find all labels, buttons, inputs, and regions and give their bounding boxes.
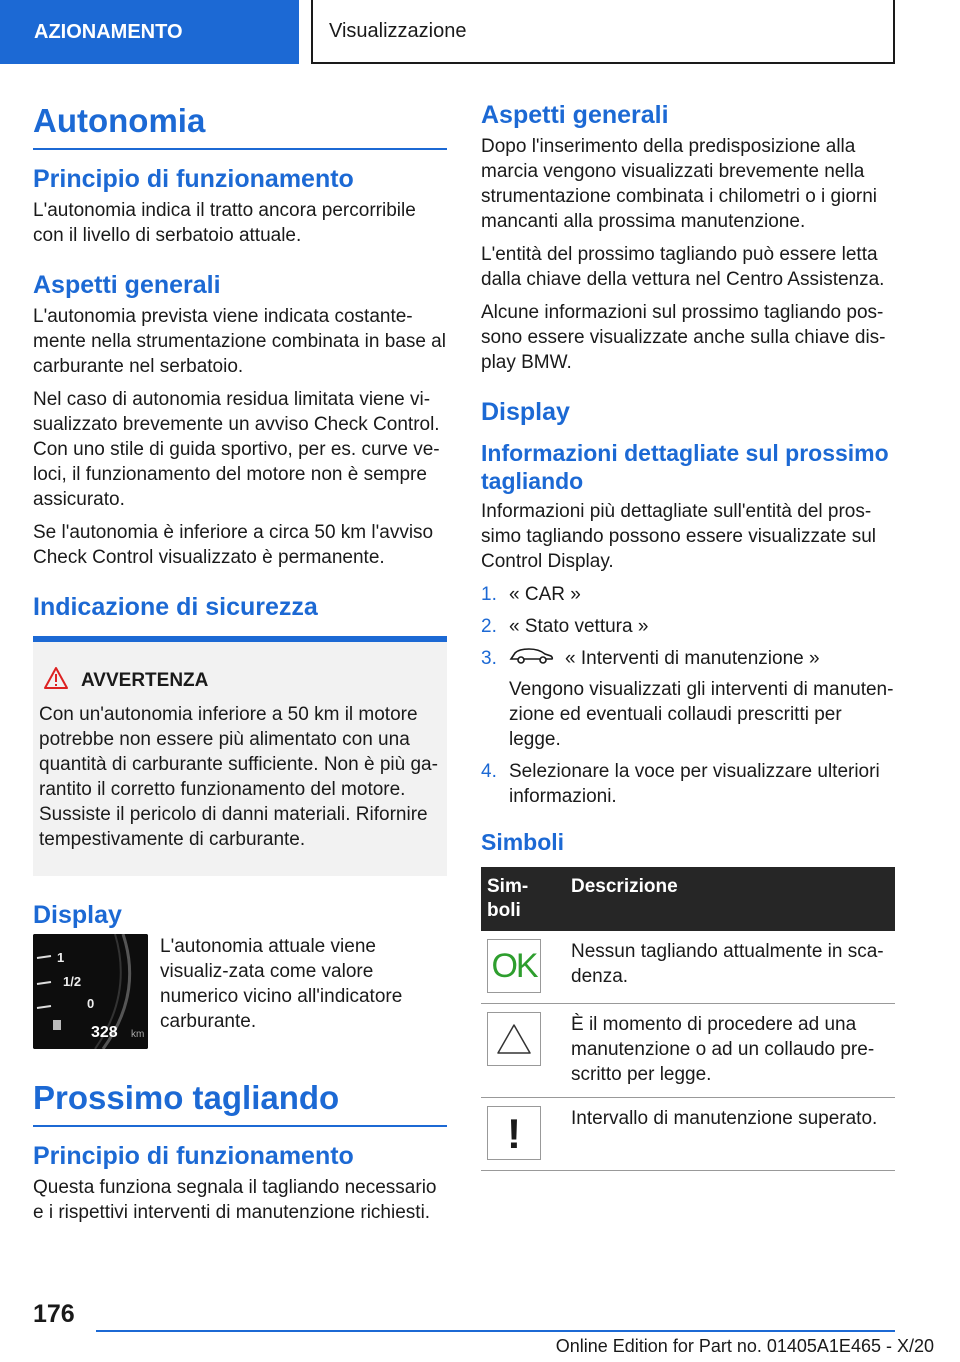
list-item: 1. « CAR » xyxy=(481,584,581,605)
list-item: 4. Selezionare la voce per visualizzare ulteriori informazioni. xyxy=(481,761,880,808)
table-row xyxy=(481,1098,895,1171)
sicurezza-heading: Indicazione di sicurezza xyxy=(33,593,318,621)
list-item: 2. « Stato vettura » xyxy=(481,616,649,637)
info-heading: Informazioni dettagliate sul prossimo tagliando xyxy=(481,440,889,494)
aspetti-paragraph: Se l'autonomia è inferiore a circa 50 km l'avviso Check Control visualizzato è permanente. xyxy=(33,522,434,568)
section-tab xyxy=(0,0,299,64)
footer-edition: Online Edition for Part no. 01405A1E465 - X/20 xyxy=(555,1336,934,1356)
gauge-mark-half: 1/2 xyxy=(63,974,82,989)
aspetti-heading-right: Aspetti generali xyxy=(481,101,669,129)
warning-box xyxy=(33,636,447,876)
display-heading-right: Display xyxy=(481,398,570,426)
car-service-icon xyxy=(509,646,555,671)
range-unit: km xyxy=(131,1029,145,1040)
right-column xyxy=(481,100,895,1171)
aspetti-paragraph: L'autonomia prevista viene indicata costante-mente nella strumentazione combinata in base al carburante nel serbatoio. xyxy=(33,306,446,377)
symbols-table xyxy=(481,867,895,1171)
aspetti-paragraph: Nel caso di autonomia residua limitata viene vi-sualizzato brevemente un avviso Check Control. Con uno stile di guida sportivo, per es. curve ve-loci, il funzionamento del motore non è sempre assicurato. xyxy=(33,389,440,510)
page-header xyxy=(311,0,895,64)
ok-symbol-icon: OK xyxy=(487,939,541,993)
maintenance-due-triangle-icon xyxy=(487,1012,541,1066)
table-header: Sim-boli xyxy=(481,867,565,931)
gauge-mark-full: 1 xyxy=(57,950,65,965)
right-paragraph: Alcune informazioni sul prossimo tagliando pos-sono essere visualizzate anche sulla chiave dis-play BMW. xyxy=(481,302,886,373)
table-header: Descrizione xyxy=(565,867,895,931)
table-cell: Nessun tagliando attualmente in sca-denza. xyxy=(565,931,895,1004)
table-cell: Intervallo di manutenzione superato. xyxy=(565,1098,895,1171)
info-text: Informazioni più dettagliate sull'entità del pros-simo tagliando possono essere visualizzate sul Control Display. xyxy=(481,501,876,572)
page-title: Visualizzazione xyxy=(329,19,467,42)
footer-line xyxy=(96,1330,895,1332)
fuel-gauge-image xyxy=(33,934,148,1049)
simboli-heading: Simboli xyxy=(481,829,565,856)
warning-text: Con un'autonomia inferiore a 50 km il motore potrebbe non essere più alimentato con una quantità di carburante sufficiente. Non è più ga-rantito il corretto funzionamento del motore. Sussiste il pericolo di danni materiali. Rifornire tempestivamente di carburante. xyxy=(39,704,438,850)
principio2-heading: Principio di funzionamento xyxy=(33,1142,354,1170)
right-paragraph: Dopo l'inserimento della predisposizione alla marcia vengono visualizzati brevemente nella strumentazione combinata i chilometri o i giorni mancanti alla prossima manutenzione. xyxy=(481,136,878,232)
display-heading: Display xyxy=(33,901,122,929)
list-item: 3. « Interventi di manutenzione » Vengono visualizzati gli interventi di manuten-zione ed eventuali collaudi prescritti per legge. xyxy=(481,648,894,751)
section-label: AZIONAMENTO xyxy=(34,20,183,43)
warning-triangle-icon xyxy=(43,666,69,696)
principio-text: L'autonomia indica il tratto ancora percorribile con il livello di serbatoio attuale. xyxy=(33,200,416,246)
overdue-exclamation-icon: ! xyxy=(487,1106,541,1160)
table-row xyxy=(481,1004,895,1098)
aspetti-heading: Aspetti generali xyxy=(33,271,221,299)
autonomia-heading: Autonomia xyxy=(33,100,447,150)
table-row xyxy=(481,931,895,1004)
display-text: L'autonomia attuale viene visualiz-zata come valore numerico vicino all'indicatore carburante. xyxy=(160,936,403,1032)
gauge-mark-empty: 0 xyxy=(87,996,95,1011)
warning-title: AVVERTENZA xyxy=(81,670,209,691)
principio-heading: Principio di funzionamento xyxy=(33,165,354,193)
table-cell: È il momento di procedere ad una manutenzione o ad un collaudo pre-scritto per legge. xyxy=(565,1004,895,1098)
left-column xyxy=(33,100,447,1233)
principio2-text: Questa funziona segnala il tagliando necessario e i rispettivi interventi di manutenzione richiesti. xyxy=(33,1177,437,1223)
tagliando-heading: Prossimo tagliando xyxy=(33,1077,447,1127)
page-number: 176 xyxy=(33,1300,75,1328)
steps-list xyxy=(481,582,895,809)
range-value: 328 xyxy=(91,1024,118,1041)
right-paragraph: L'entità del prossimo tagliando può essere letta dalla chiave della vettura nel Centro Assistenza. xyxy=(481,244,885,290)
